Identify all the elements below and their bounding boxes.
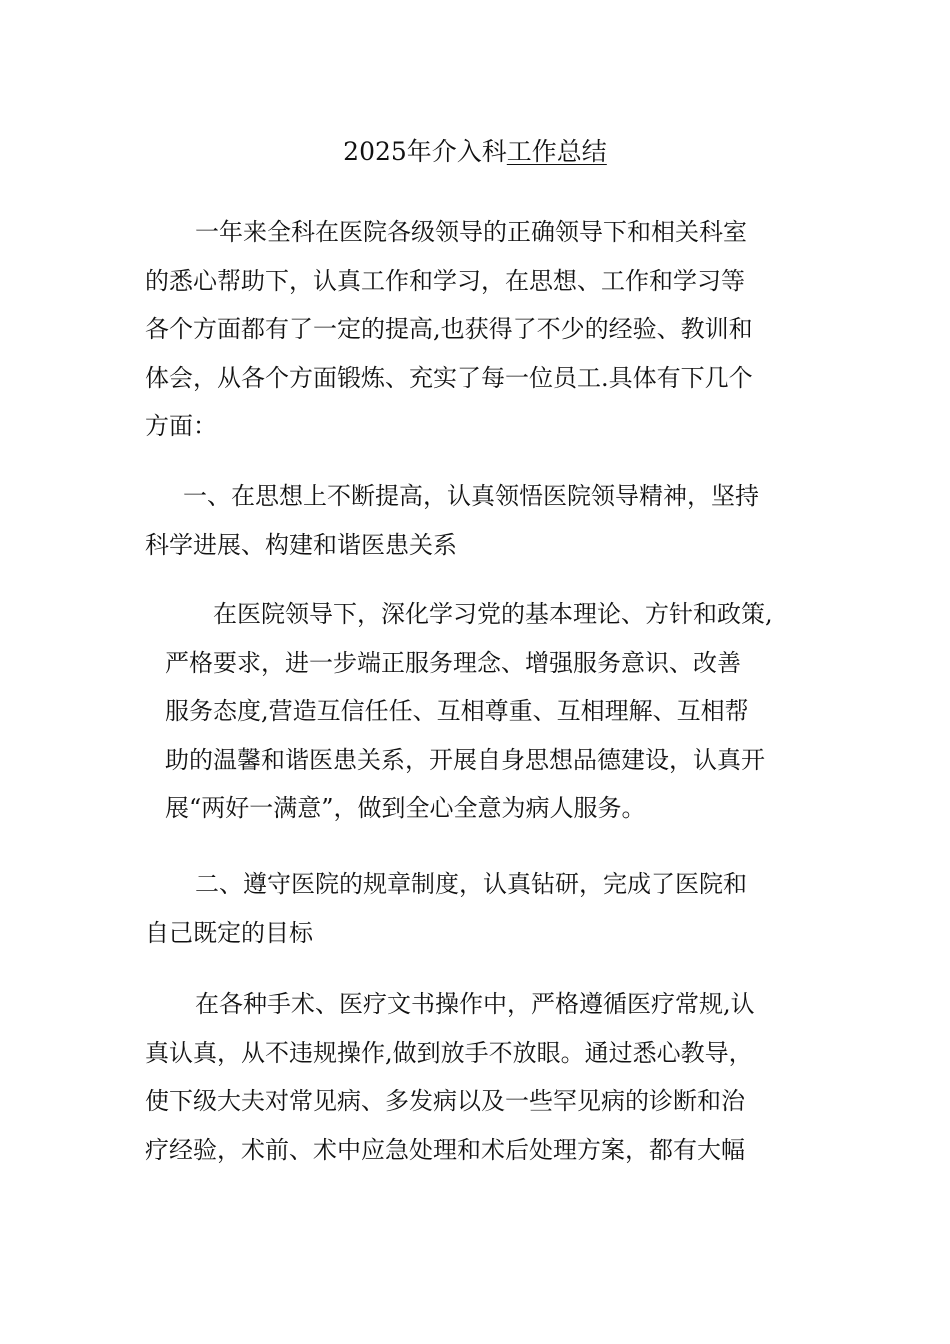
paragraph-line: 的悉心帮助下，认真工作和学习，在思想、工作和学习等 [145, 266, 745, 295]
paragraph-line: 体会，从各个方面锻炼、充实了每一位员工.具体有下几个 [145, 363, 753, 392]
paragraph-line: 一年来全科在医院各级领导的正确领导下和相关科室 [195, 218, 747, 246]
heading-line: 自己既定的目标 [145, 918, 313, 947]
section-heading-2 [145, 860, 747, 957]
heading-line: 二、遵守医院的规章制度，认真钻研，完成了医院和 [195, 870, 747, 898]
paragraph-line: 使下级大夫对常见病、多发病以及一些罕见病的诊断和治 [145, 1087, 745, 1116]
paragraph-line: 助的温馨和谐医患关系，开展自身思想品德建设，认真开 [165, 745, 765, 774]
paragraph-line: 在各种手术、医疗文书操作中，严格遵循医疗常规,认 [195, 990, 755, 1018]
title-prefix: 2025年介入科 [343, 137, 507, 166]
paragraph-line: 疗经验，术前、术中应急处理和术后处理方案，都有大幅 [145, 1135, 745, 1164]
paragraph-line: 严格要求，进一步端正服务理念、增强服务意识、改善 [165, 648, 741, 677]
paragraph-line: 服务态度,营造互信任任、互相尊重、互相理解、互相帮 [165, 697, 749, 726]
section-heading-1 [145, 472, 759, 569]
title-link[interactable]: 工作总结 [506, 137, 607, 166]
document-title [0, 136, 950, 168]
paragraph-line: 各个方面都有了一定的提高,也获得了不少的经验、教训和 [145, 315, 753, 344]
paragraph-line: 方面： [145, 412, 217, 441]
paragraph-body-2 [145, 980, 755, 1174]
paragraph-line: 展“两好一满意”，做到全心全意为病人服务。 [165, 794, 646, 823]
heading-line: 一、在思想上不断提高，认真领悟医院领导精神，坚持 [183, 482, 759, 510]
paragraph-intro [145, 208, 753, 451]
paragraph-line: 真认真，从不违规操作,做到放手不放眼。通过悉心教导， [145, 1038, 753, 1067]
paragraph-body-1 [165, 590, 773, 833]
paragraph-line: 在医院领导下，深化学习党的基本理论、方针和政策, [213, 600, 773, 628]
heading-line: 科学进展、构建和谐医患关系 [145, 530, 457, 559]
